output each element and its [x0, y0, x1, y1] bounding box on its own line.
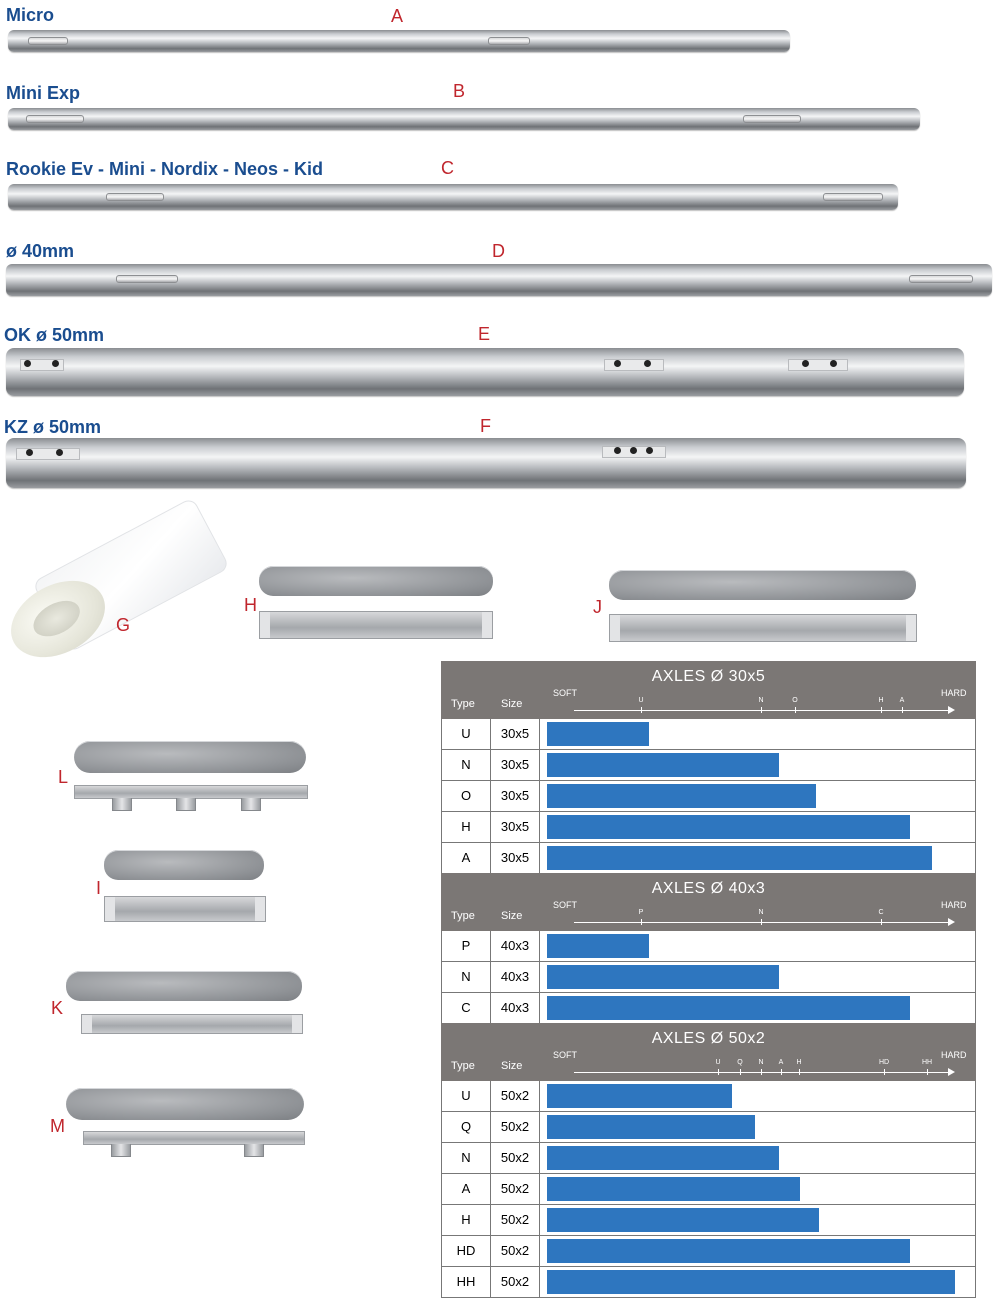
hardness-bar — [547, 784, 816, 808]
mounting-flat — [604, 359, 664, 371]
axle-e-title: OK ø 50mm — [4, 325, 105, 345]
table-row — [441, 1081, 976, 1112]
type-cell: A — [442, 1174, 491, 1204]
hardness-bar — [547, 934, 649, 958]
type-cell: U — [442, 1081, 491, 1111]
hardness-scale-line — [574, 922, 952, 923]
bolt-hole — [56, 449, 63, 456]
keyway-slot — [106, 193, 164, 201]
hardness-bar — [547, 753, 779, 777]
key-h-top — [259, 566, 493, 596]
axle-e-letter: E — [478, 324, 491, 344]
scale-tick — [718, 1069, 719, 1075]
size-cell: 50x2 — [491, 1143, 540, 1173]
axle-b-rod — [8, 108, 920, 130]
key-h-side — [259, 611, 493, 639]
hardness-chart — [441, 873, 976, 1024]
scale-tick — [761, 1069, 762, 1075]
scale-tick-label: HH — [921, 1059, 933, 1066]
hardness-bar — [547, 1208, 819, 1232]
size-cell: 50x2 — [491, 1236, 540, 1266]
size-cell: 30x5 — [491, 781, 540, 811]
axle-f-letter: F — [480, 416, 491, 436]
key-l-pin — [112, 798, 132, 811]
scale-tick — [761, 919, 762, 925]
size-cell: 50x2 — [491, 1081, 540, 1111]
type-cell: N — [442, 750, 491, 780]
scale-arrow-icon — [948, 706, 955, 714]
size-cell: 40x3 — [491, 931, 540, 961]
table-row — [441, 750, 976, 781]
hardness-bar — [547, 1177, 800, 1201]
type-cell: O — [442, 781, 491, 811]
chart-title: AXLES Ø 40x3 — [651, 880, 766, 897]
hardness-bar — [547, 846, 932, 870]
size-cell: 30x5 — [491, 750, 540, 780]
scale-tick — [740, 1069, 741, 1075]
hardness-bar — [547, 1115, 755, 1139]
bolt-hole — [646, 447, 653, 454]
axle-d-rod — [6, 264, 992, 296]
scale-tick — [641, 919, 642, 925]
hardness-chart — [441, 661, 976, 874]
table-row — [441, 1112, 976, 1143]
scale-tick — [881, 919, 882, 925]
bushing-bore — [28, 594, 86, 644]
scale-tick — [884, 1069, 885, 1075]
scale-tick — [761, 707, 762, 713]
chart-header — [441, 661, 976, 719]
scale-tick — [799, 1069, 800, 1075]
part-k-letter: K — [51, 998, 64, 1018]
scale-tick — [781, 1069, 782, 1075]
scale-tick-label: HD — [878, 1059, 890, 1066]
keyway-slot — [26, 115, 84, 123]
type-cell: H — [442, 1205, 491, 1235]
table-row — [441, 931, 976, 962]
key-l-pin — [176, 798, 196, 811]
axle-f-rod — [6, 438, 966, 488]
axle-f-title: KZ ø 50mm — [4, 417, 102, 437]
bolt-hole — [24, 360, 31, 367]
type-column-header: Type — [451, 698, 475, 710]
type-column-header: Type — [451, 910, 475, 922]
scale-tick — [927, 1069, 928, 1075]
keyway-slot — [116, 275, 178, 283]
scale-tick-label: O — [792, 697, 798, 704]
table-row — [441, 719, 976, 750]
size-cell: 50x2 — [491, 1267, 540, 1297]
type-cell: Q — [442, 1112, 491, 1142]
chart-header — [441, 1023, 976, 1081]
size-cell: 50x2 — [491, 1174, 540, 1204]
size-column-header: Size — [501, 698, 523, 710]
chart-title: AXLES Ø 30x5 — [651, 668, 766, 685]
key-i-side — [104, 896, 266, 922]
scale-tick-label: A — [899, 697, 905, 704]
keyway-slot — [823, 193, 883, 201]
bolt-hole — [26, 449, 33, 456]
bolt-hole — [830, 360, 837, 367]
scale-tick — [902, 707, 903, 713]
part-l-letter: L — [58, 767, 69, 787]
size-cell: 40x3 — [491, 993, 540, 1023]
scale-tick — [881, 707, 882, 713]
size-column-header: Size — [501, 1060, 523, 1072]
type-cell: C — [442, 993, 491, 1023]
scale-tick-label: U — [638, 697, 644, 704]
axle-c-letter: C — [441, 158, 454, 178]
soft-label: SOFT — [553, 900, 577, 910]
scale-tick-label: H — [878, 697, 884, 704]
table-row — [441, 1205, 976, 1236]
size-cell: 50x2 — [491, 1112, 540, 1142]
table-row — [441, 1236, 976, 1267]
axle-a-title: Micro — [6, 5, 55, 25]
axle-a-rod — [8, 30, 790, 52]
key-m-top — [66, 1088, 304, 1120]
type-cell: H — [442, 812, 491, 842]
scale-tick — [795, 707, 796, 713]
table-row — [441, 962, 976, 993]
axle-a-letter: A — [391, 6, 404, 26]
scale-tick-label: A — [778, 1059, 784, 1066]
bolt-hole — [630, 447, 637, 454]
bolt-hole — [802, 360, 809, 367]
scale-arrow-icon — [948, 1068, 955, 1076]
key-j-side — [609, 614, 917, 642]
hardness-chart — [441, 1023, 976, 1298]
size-cell: 50x2 — [491, 1205, 540, 1235]
scale-tick-label: N — [758, 909, 764, 916]
soft-label: SOFT — [553, 1050, 577, 1060]
hardness-bar — [547, 965, 779, 989]
type-cell: HD — [442, 1236, 491, 1266]
key-m-pin — [244, 1144, 264, 1157]
keyway-slot — [28, 37, 68, 45]
hard-label: HARD — [941, 1050, 967, 1060]
key-i-top — [104, 850, 264, 880]
scale-tick-label: N — [758, 697, 764, 704]
chart-header — [441, 873, 976, 931]
hardness-bar — [547, 1270, 955, 1294]
hardness-bar — [547, 722, 649, 746]
type-cell: U — [442, 719, 491, 749]
hardness-bar — [547, 815, 910, 839]
key-m-pin — [111, 1144, 131, 1157]
type-cell: N — [442, 1143, 491, 1173]
part-h-letter: H — [244, 595, 257, 615]
table-row — [441, 993, 976, 1024]
scale-tick-label: Q — [737, 1059, 743, 1066]
bolt-hole — [52, 360, 59, 367]
key-l-base — [74, 785, 308, 799]
scale-tick-label: U — [715, 1059, 721, 1066]
axle-e-rod — [6, 348, 964, 396]
bolt-hole — [644, 360, 651, 367]
scale-tick-label: P — [638, 909, 644, 916]
scale-arrow-icon — [948, 918, 955, 926]
table-row — [441, 812, 976, 843]
scale-tick — [641, 707, 642, 713]
part-m-letter: M — [50, 1116, 65, 1136]
scale-tick-label: C — [878, 909, 884, 916]
hardness-bar — [547, 1146, 779, 1170]
axle-b-letter: B — [453, 81, 466, 101]
type-cell: A — [442, 843, 491, 873]
key-l-pin — [241, 798, 261, 811]
type-cell: HH — [442, 1267, 491, 1297]
table-row — [441, 1174, 976, 1205]
key-m-base — [83, 1131, 305, 1145]
part-j-letter: J — [593, 597, 602, 617]
size-column-header: Size — [501, 910, 523, 922]
axle-d-letter: D — [492, 241, 505, 261]
table-row — [441, 1143, 976, 1174]
type-column-header: Type — [451, 1060, 475, 1072]
mounting-flat — [788, 359, 848, 371]
keyway-slot — [743, 115, 801, 123]
size-cell: 30x5 — [491, 843, 540, 873]
key-l-top — [74, 741, 306, 773]
hard-label: HARD — [941, 900, 967, 910]
size-cell: 40x3 — [491, 962, 540, 992]
chart-title: AXLES Ø 50x2 — [651, 1030, 766, 1047]
axle-d-title: ø 40mm — [6, 241, 75, 261]
key-k-top — [66, 971, 302, 1001]
part-g-letter: G — [116, 615, 131, 635]
table-row — [441, 781, 976, 812]
type-cell: P — [442, 931, 491, 961]
key-j-top — [609, 570, 916, 600]
part-i-letter: I — [96, 878, 102, 898]
soft-label: SOFT — [553, 688, 577, 698]
table-row — [441, 1267, 976, 1298]
size-cell: 30x5 — [491, 812, 540, 842]
scale-tick-label: H — [796, 1059, 802, 1066]
hardness-bar — [547, 1084, 732, 1108]
hardness-bar — [547, 1239, 910, 1263]
scale-tick-label: N — [758, 1059, 764, 1066]
keyway-slot — [909, 275, 973, 283]
key-k-side — [81, 1014, 303, 1034]
axle-b-title: Mini Exp — [6, 83, 81, 103]
axle-c-title: Rookie Ev - Mini - Nordix - Neos - Kid — [6, 159, 324, 179]
table-row — [441, 843, 976, 874]
bolt-hole — [614, 360, 621, 367]
bolt-hole — [614, 447, 621, 454]
hardness-scale-line — [574, 1072, 952, 1073]
keyway-slot — [488, 37, 530, 45]
hard-label: HARD — [941, 688, 967, 698]
axle-c-rod — [8, 184, 898, 210]
size-cell: 30x5 — [491, 719, 540, 749]
type-cell: N — [442, 962, 491, 992]
hardness-bar — [547, 996, 910, 1020]
hardness-scale-line — [574, 710, 952, 711]
